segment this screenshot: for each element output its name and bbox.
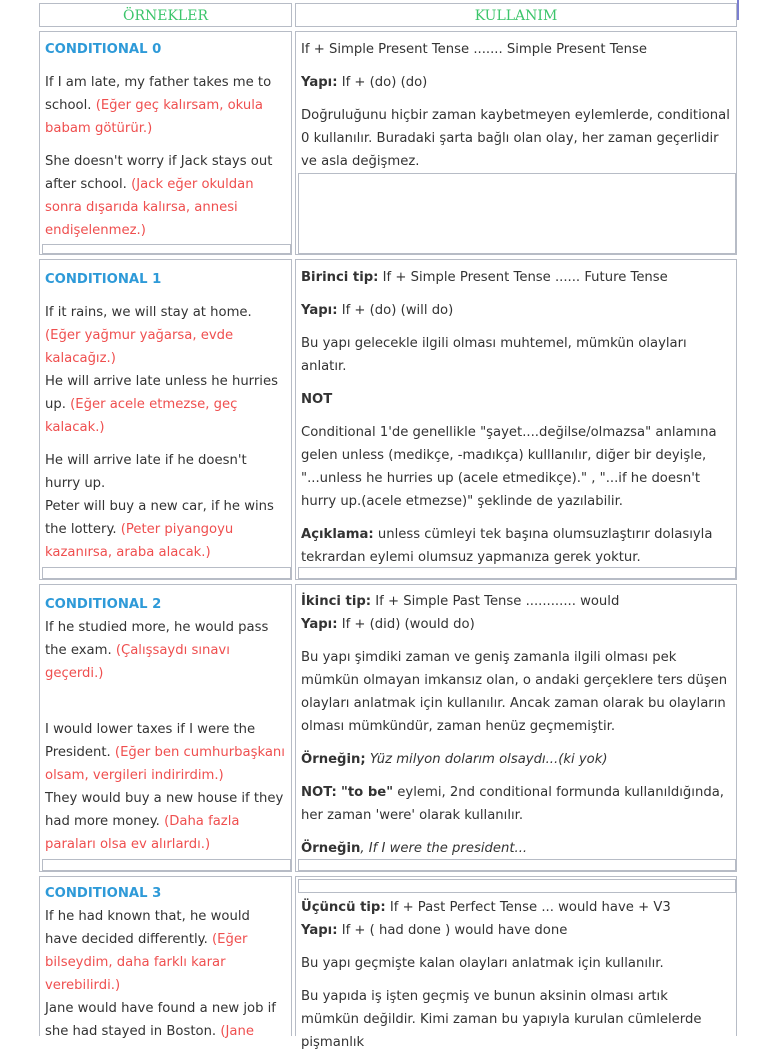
- conditional-title: CONDITIONAL 1: [45, 272, 162, 287]
- example-sentence: If I am late, my father takes me to school. (Eğer geç kalırsam, okula babam götürür.): [45, 75, 272, 136]
- cell-divider: [298, 567, 736, 579]
- usage-structure: Yapı: If + (do) (will do): [301, 303, 454, 318]
- example-sentence: Peter will buy a new car, if he wins the lottery. (Peter piyangoyu kazanırsa, araba alacak.): [45, 499, 274, 560]
- page-edge-marker: [737, 0, 739, 20]
- usage-structure: Yapı: If + ( had done ) would have done: [301, 923, 568, 938]
- column-header-usage: KULLANIM: [295, 3, 737, 27]
- usage-formula: If + Simple Present Tense ....... Simple Present Tense: [301, 42, 648, 57]
- example-sentence: She doesn't worry if Jack stays out after school. (Jack eğer okuldan sonra dışarıda kalırsa, annesi endişelenmez.): [45, 154, 273, 238]
- usage-explanation: Açıklama: unless cümleyi tek başına olumsuzlaştırır dolasıyla tekrardan eylemi olumsuz yapmanıza gerek yoktur.: [301, 527, 713, 565]
- example-sentence: If he had known that, he would have decided differently. (Eğer bilseydim, daha farklı karar verebilirdi.): [45, 909, 250, 993]
- example-sentence: They would buy a new house if they had more money. (Daha fazla paraları olsa ev alırlardı.): [45, 791, 284, 852]
- cell-divider: [42, 567, 291, 579]
- usage-description: Bu yapı gelecekle ilgili olması muhtemel, mümkün olayları anlatır.: [301, 336, 687, 374]
- usage-note: Conditional 1'de genellikle "şayet....değilse/olmazsa" anlamına gelen unless (medikçe, -madıkça) kulllanılır, diğer bir deyişle, "...unless he hurries up (acele etmedikçe)." , "...if he doesn't hurry up.(acele etmezse)" şeklinde de yazılabilir.: [301, 425, 717, 509]
- example-sentence: Jane would have found a new job if she had stayed in Boston. (Jane: [45, 1001, 276, 1039]
- usage-note: NOT: "to be" eylemi, 2nd conditional formunda kullanıldığında, her zaman 'were' olarak kullanılır.: [301, 785, 724, 823]
- conditional-title: CONDITIONAL 3: [45, 886, 162, 901]
- usage-description: Bu yapı şimdiki zaman ve geniş zamanla ilgili olması pek mümkün olmayan imkansız olan, o andaki gerçeklere ters düşen olayları anlatmak için kullanılır. Ancak zaman olarak bu olayların olması mümkündür, zaman henüz geçmemiştir.: [301, 650, 728, 734]
- example-sentence: I would lower taxes if I were the President. (Eğer ben cumhurbaşkanı olsam, vergileri indirirdim.): [45, 722, 285, 783]
- cell-divider: [298, 859, 736, 871]
- cell-divider: [42, 244, 291, 254]
- row-usage-cond2: [295, 584, 737, 872]
- usage-formula: İkinci tip: If + Simple Past Tense ............ would: [301, 594, 620, 609]
- row-examples-cond0: [39, 31, 292, 255]
- example-sentence: He will arrive late if he doesn't hurry up.: [45, 453, 247, 491]
- row-usage-cond3: [295, 876, 737, 1050]
- conditional-title: CONDITIONAL 0: [45, 42, 162, 57]
- usage-description-continued: Bu yapıda iş işten geçmiş ve bunun aksinin olması artık mümkün değildir. Kimi zaman bu yapıyla kurulan cümlelerde pişmanlık: [301, 989, 702, 1050]
- example-sentence: If he studied more, he would pass the exam. (Çalışsaydı sınavı geçerdi.): [45, 620, 269, 681]
- row-examples-cond1: [39, 259, 292, 580]
- usage-structure: Yapı: If + (did) (would do): [301, 617, 475, 632]
- usage-description: Bu yapı geçmişte kalan olayları anlatmak için kullanılır.: [301, 956, 664, 971]
- example-sentence: He will arrive late unless he hurries up. (Eğer acele etmezse, geç kalacak.): [45, 374, 278, 435]
- column-header-examples: ÖRNEKLER: [39, 3, 292, 27]
- usage-example: Örneğin, If I were the president...: [301, 841, 528, 856]
- example-sentence: If it rains, we will stay at home. (Eğer yağmur yağarsa, evde kalacağız.): [45, 305, 252, 366]
- usage-note-label: NOT: [301, 392, 333, 407]
- row-usage-cond0: [295, 31, 737, 255]
- conditional-title: CONDITIONAL 2: [45, 597, 162, 612]
- cell-divider: [298, 173, 736, 254]
- row-examples-cond2: [39, 584, 292, 872]
- usage-description: Doğruluğunu hiçbir zaman kaybetmeyen eylemlerde, conditional 0 kullanılır. Buradaki şarta bağlı olan olay, her zaman geçerlidir ve asla değişmez.: [301, 108, 730, 169]
- usage-example: Örneğin; Yüz milyon dolarım olsaydı...(ki yok): [301, 752, 608, 767]
- cell-divider: [42, 859, 291, 871]
- cell-divider: [298, 879, 736, 893]
- usage-formula: Üçüncü tip: If + Past Perfect Tense ... would have + V3: [301, 900, 671, 915]
- usage-formula: Birinci tip: If + Simple Present Tense ...... Future Tense: [301, 270, 668, 285]
- usage-structure: Yapı: If + (do) (do): [301, 75, 428, 90]
- row-usage-cond1: [295, 259, 737, 580]
- row-examples-cond3: [39, 876, 292, 1039]
